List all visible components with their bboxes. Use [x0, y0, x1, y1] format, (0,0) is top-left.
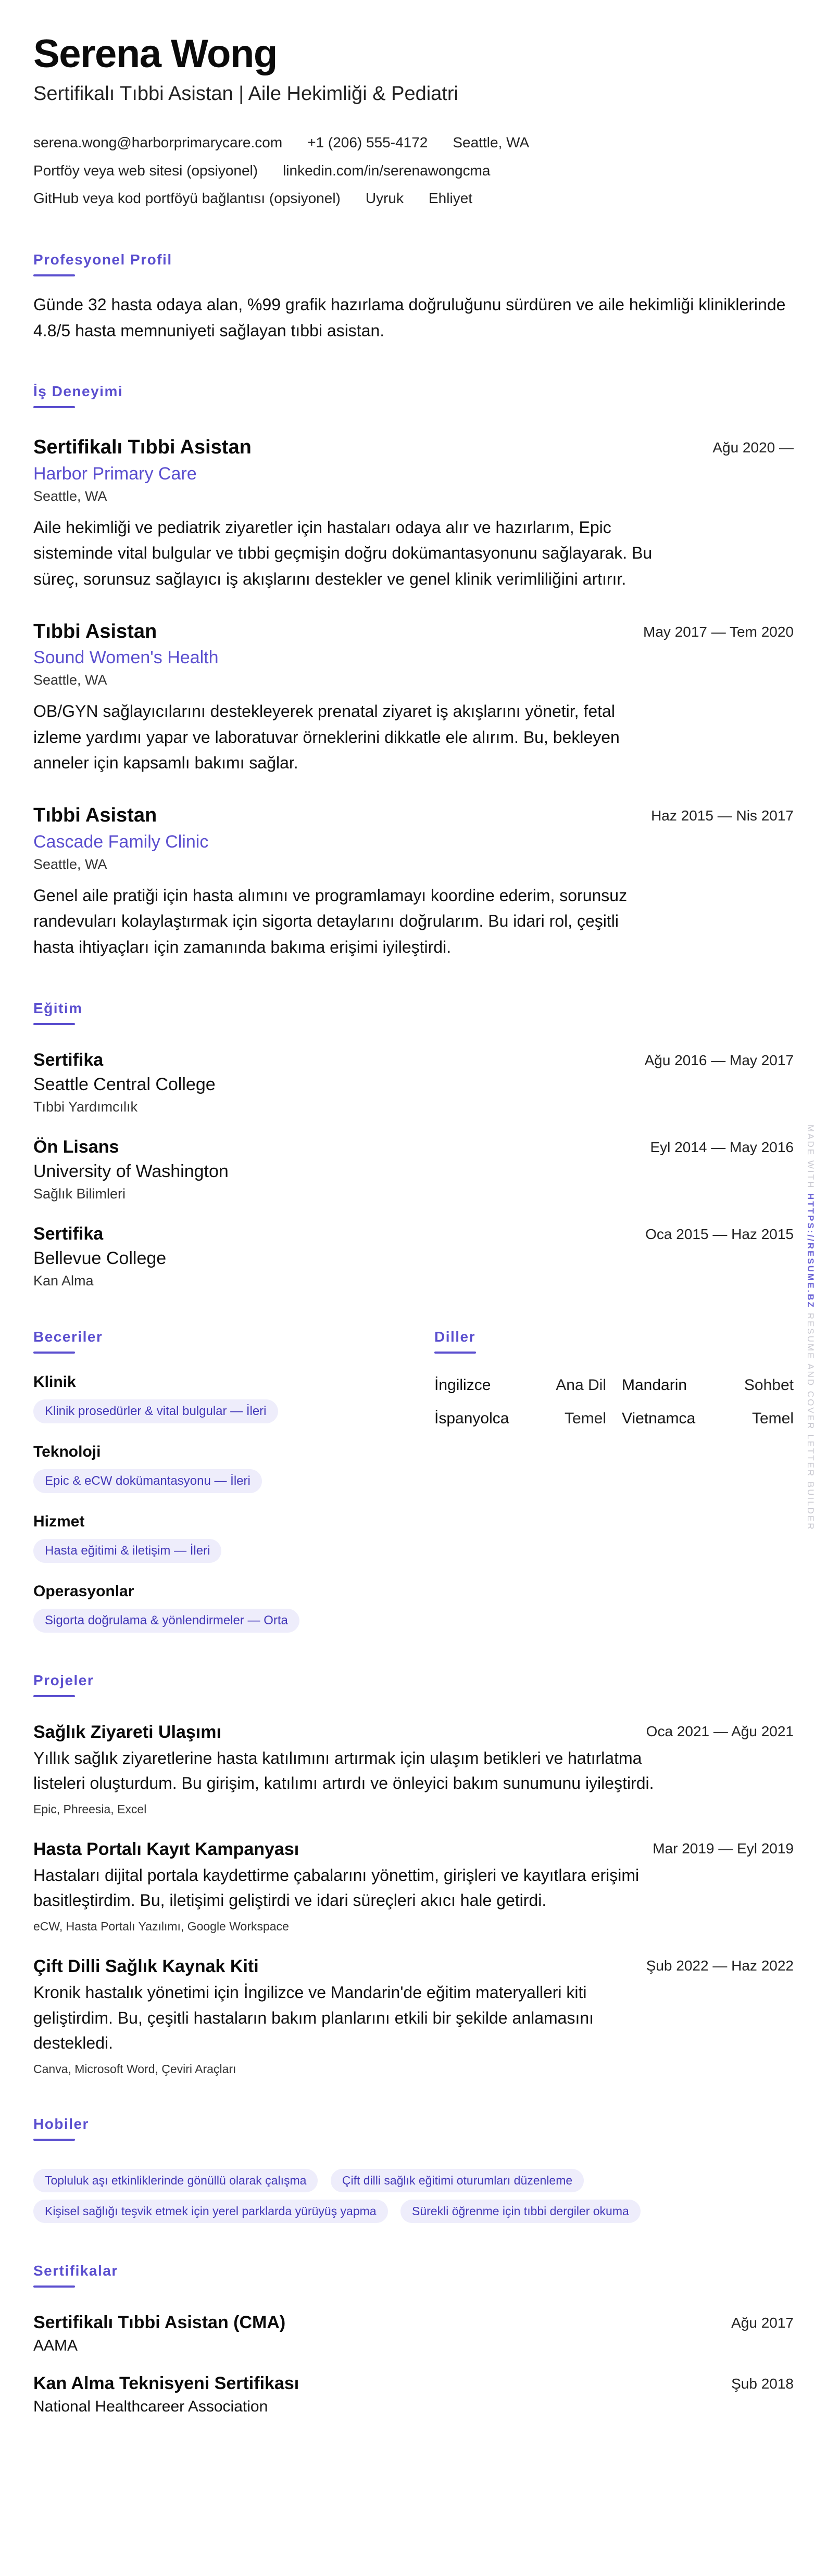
- education-degree: Ön Lisans: [33, 1137, 119, 1157]
- certification-item: [33, 2373, 794, 2416]
- project-item: [33, 1839, 794, 1934]
- job-location: Seattle, WA: [33, 856, 107, 872]
- language-name: İspanyolca: [434, 1409, 509, 1427]
- job-location: Seattle, WA: [33, 672, 107, 688]
- contact-info: [33, 129, 794, 212]
- contact-location: Seattle, WA: [453, 134, 530, 151]
- education-date: Oca 2015 — Haz 2015: [645, 1226, 794, 1242]
- employer-name: Cascade Family Clinic: [33, 831, 209, 852]
- profile-summary: Günde 32 hasta odaya alan, %99 grafik hazırlama doğruluğunu sürdüren ve aile hekimliği kliniklerinde 4.8/5 hasta memnuniyeti sağlayan tıbbi asistan.: [33, 295, 786, 340]
- watermark-link[interactable]: HTTPS://RESUME.BZ: [806, 1193, 816, 1309]
- education-school: Seattle Central College: [33, 1074, 216, 1094]
- education-item: [33, 1224, 794, 1289]
- contact-license: Ehliyet: [429, 190, 473, 206]
- language-level: Temel: [751, 1409, 794, 1427]
- section-divider: [33, 2139, 75, 2141]
- job-title: Tıbbi Asistan: [33, 804, 157, 827]
- section-title-languages: Diller: [434, 1328, 476, 1345]
- skill-group-name: Hizmet: [33, 1512, 85, 1530]
- skill-chip: Klinik prosedürler & vital bulgular — İleri: [33, 1399, 278, 1423]
- section-title-hobbies: Hobiler: [33, 2115, 89, 2132]
- language-level: Ana Dil: [556, 1376, 606, 1394]
- certification-date: Ağu 2017: [731, 2314, 794, 2331]
- language-name: Mandarin: [622, 1376, 687, 1394]
- skills-section: [33, 1329, 434, 1633]
- certification-name: Sertifikalı Tıbbi Asistan (CMA): [33, 2312, 286, 2332]
- hobby-chip: Topluluk aşı etkinliklerinde gönüllü olarak çalışma: [33, 2169, 318, 2192]
- section-divider: [33, 2285, 75, 2288]
- education-section: [33, 1000, 794, 1289]
- project-description: Kronik hastalık yönetimi için İngilizce ve Mandarin'de eğitim materyalleri kiti geliştirdim. Bu, çeşitli hastaların bakım planlarını etkili bir şekilde anlamasını destekledi.: [33, 1983, 594, 2053]
- project-tools: Canva, Microsoft Word, Çeviri Araçları: [33, 2062, 236, 2076]
- education-field: Sağlık Bilimleri: [33, 1185, 126, 1202]
- job-date: Haz 2015 — Nis 2017: [651, 807, 794, 824]
- skill-chip: Epic & eCW dokümantasyonu — İleri: [33, 1469, 262, 1493]
- job-title: Sertifikalı Tıbbi Asistan: [33, 436, 252, 459]
- job-description: Aile hekimliği ve pediatrik ziyaretler için hastaları odaya alır ve hazırlarım, Epic sisteminde vital bulgular ve tıbbi geçmişin doğru dokümantasyonunu sağlayarak. Bu süreç, sorunsuz sağlayıcı iş akışlarını destekler ve genel klinik verimliliğini artırır.: [33, 517, 653, 589]
- skill-group-name: Klinik: [33, 1373, 76, 1391]
- project-name: Çift Dilli Sağlık Kaynak Kiti: [33, 1956, 259, 1977]
- skill-group-name: Operasyonlar: [33, 1582, 134, 1600]
- skill-group: [33, 1443, 434, 1493]
- contact-email[interactable]: serena.wong@harborprimarycare.com: [33, 134, 283, 151]
- section-title-projects: Projeler: [33, 1672, 94, 1688]
- hobby-chip: Çift dilli sağlık eğitimi oturumları düzenleme: [331, 2169, 584, 2192]
- section-divider: [434, 1352, 476, 1354]
- skill-group: [33, 1513, 434, 1563]
- contact-linkedin[interactable]: linkedin.com/in/serenawongcma: [283, 162, 491, 179]
- education-degree: Sertifika: [33, 1223, 104, 1244]
- job-title: Tıbbi Asistan: [33, 620, 157, 642]
- languages-list: [434, 1377, 794, 1428]
- project-name: Sağlık Ziyareti Ulaşımı: [33, 1722, 221, 1742]
- candidate-name: Serena Wong: [33, 32, 277, 76]
- language-name: İngilizce: [434, 1376, 491, 1394]
- hobbies-section: [33, 2116, 794, 2223]
- project-item: [33, 1956, 794, 2076]
- education-item: [33, 1137, 794, 1202]
- resume-header: [33, 33, 794, 212]
- section-divider: [33, 406, 75, 408]
- education-field: Kan Alma: [33, 1272, 94, 1289]
- job-description: Genel aile pratiği için hasta alımını ve programlamayı koordine ederim, sorunsuz randevuları kolaylaştırmak için sigorta detaylarını doğrularım. Bu idari rol, çeşitli hasta ihtiyaçları için zamanında bakıma erişimi iyileştirdi.: [33, 886, 628, 956]
- contact-github[interactable]: GitHub veya kod portföyü bağlantısı (opsiyonel): [33, 190, 341, 206]
- contact-nationality: Uyruk: [365, 190, 404, 206]
- language-item: [622, 1410, 794, 1428]
- education-item: [33, 1050, 794, 1115]
- builder-watermark: [805, 1125, 816, 1531]
- language-level: Sohbet: [744, 1376, 794, 1394]
- project-date: Şub 2022 — Haz 2022: [646, 1958, 794, 1974]
- contact-portfolio[interactable]: Portföy veya web sitesi (opsiyonel): [33, 162, 258, 179]
- project-date: Mar 2019 — Eyl 2019: [653, 1840, 794, 1857]
- job-date: May 2017 — Tem 2020: [643, 623, 794, 640]
- skill-chip: Sigorta doğrulama & yönlendirmeler — Orta: [33, 1609, 299, 1633]
- skills-languages-row: [33, 1329, 794, 1633]
- profile-section: [33, 251, 794, 344]
- section-divider: [33, 274, 75, 276]
- project-date: Oca 2021 — Ağu 2021: [646, 1723, 794, 1739]
- certification-date: Şub 2018: [731, 2375, 794, 2392]
- hobby-chip: Kişisel sağlığı teşvik etmek için yerel parklarda yürüyüş yapma: [33, 2200, 388, 2223]
- project-description: Yıllık sağlık ziyaretlerine hasta katılımını artırmak için ulaşım betikleri ve hatırlatma listeleri oluşturdum. Bu girişim, katılımı artırdı ve önleyici bakım sunumunu iyileştirdi.: [33, 1748, 654, 1793]
- skill-group: [33, 1373, 434, 1423]
- hobbies-list: [33, 2162, 773, 2223]
- languages-section: [434, 1329, 794, 1633]
- watermark-prefix: MADE WITH: [806, 1125, 816, 1193]
- education-degree: Sertifika: [33, 1050, 104, 1070]
- certification-name: Kan Alma Teknisyeni Sertifikası: [33, 2373, 299, 2393]
- job-date: Ağu 2020 —: [712, 439, 794, 456]
- language-name: Vietnamca: [622, 1409, 696, 1427]
- experience-item: [33, 803, 794, 960]
- project-name: Hasta Portalı Kayıt Kampanyası: [33, 1839, 299, 1859]
- education-date: Ağu 2016 — May 2017: [644, 1052, 794, 1068]
- contact-row: [33, 157, 794, 184]
- certification-item: [33, 2313, 794, 2355]
- project-item: [33, 1722, 794, 1816]
- projects-section: [33, 1672, 794, 2076]
- skill-chip: Hasta eğitimi & iletişim — İleri: [33, 1539, 221, 1563]
- hobby-chip: Sürekli öğrenme için tıbbi dergiler okuma: [400, 2200, 641, 2223]
- project-description: Hastaları dijital portala kaydettirme çabalarını yönettim, girişleri ve kayıtlara erişimi basitleştirdim. Bu, iletişimi geliştirdi ve idari süreçleri akıcı hale getirdi.: [33, 1865, 640, 1910]
- section-title-skills: Beceriler: [33, 1328, 103, 1345]
- education-field: Tıbbi Yardımcılık: [33, 1098, 138, 1115]
- contact-row: [33, 184, 794, 212]
- section-divider: [33, 1352, 75, 1354]
- language-item: [434, 1410, 606, 1428]
- education-date: Eyl 2014 — May 2016: [650, 1139, 794, 1155]
- employer-name: Sound Women's Health: [33, 648, 219, 668]
- section-title-profile: Profesyonel Profil: [33, 251, 172, 268]
- watermark-suffix: RESUME AND COVER LETTER BUILDER: [806, 1308, 816, 1531]
- candidate-headline: Sertifikalı Tıbbi Asistan | Aile Hekimliği & Pediatri: [33, 82, 458, 105]
- experience-item: [33, 620, 794, 776]
- project-tools: Epic, Phreesia, Excel: [33, 1802, 147, 1816]
- certification-issuer: AAMA: [33, 2337, 78, 2354]
- job-location: Seattle, WA: [33, 488, 107, 504]
- education-school: Bellevue College: [33, 1248, 167, 1268]
- certifications-section: [33, 2263, 794, 2416]
- section-divider: [33, 1695, 75, 1697]
- section-title-experience: İş Deneyimi: [33, 383, 123, 400]
- language-item: [434, 1377, 606, 1394]
- section-title-education: Eğitim: [33, 1000, 83, 1016]
- skill-group: [33, 1583, 434, 1633]
- employer-name: Harbor Primary Care: [33, 463, 197, 484]
- language-level: Temel: [564, 1409, 606, 1427]
- contact-row: [33, 129, 794, 156]
- skill-group-name: Teknoloji: [33, 1443, 101, 1460]
- certification-issuer: National Healthcareer Association: [33, 2397, 268, 2415]
- education-school: University of Washington: [33, 1161, 229, 1181]
- language-item: [622, 1377, 794, 1394]
- job-description: OB/GYN sağlayıcılarını destekleyerek prenatal ziyaret iş akışlarını yönetir, fetal izleme yardımı yapar ve laboratuvar örneklerini dikkatle ele alırım. Bu, bekleyen anneler için kapsamlı bakımı sağlar.: [33, 702, 620, 773]
- section-divider: [33, 1023, 75, 1025]
- contact-phone[interactable]: +1 (206) 555-4172: [307, 134, 428, 151]
- section-title-certifications: Sertifikalar: [33, 2262, 118, 2279]
- project-tools: eCW, Hasta Portalı Yazılımı, Google Workspace: [33, 1920, 289, 1934]
- experience-item: [33, 435, 794, 592]
- experience-section: [33, 383, 794, 960]
